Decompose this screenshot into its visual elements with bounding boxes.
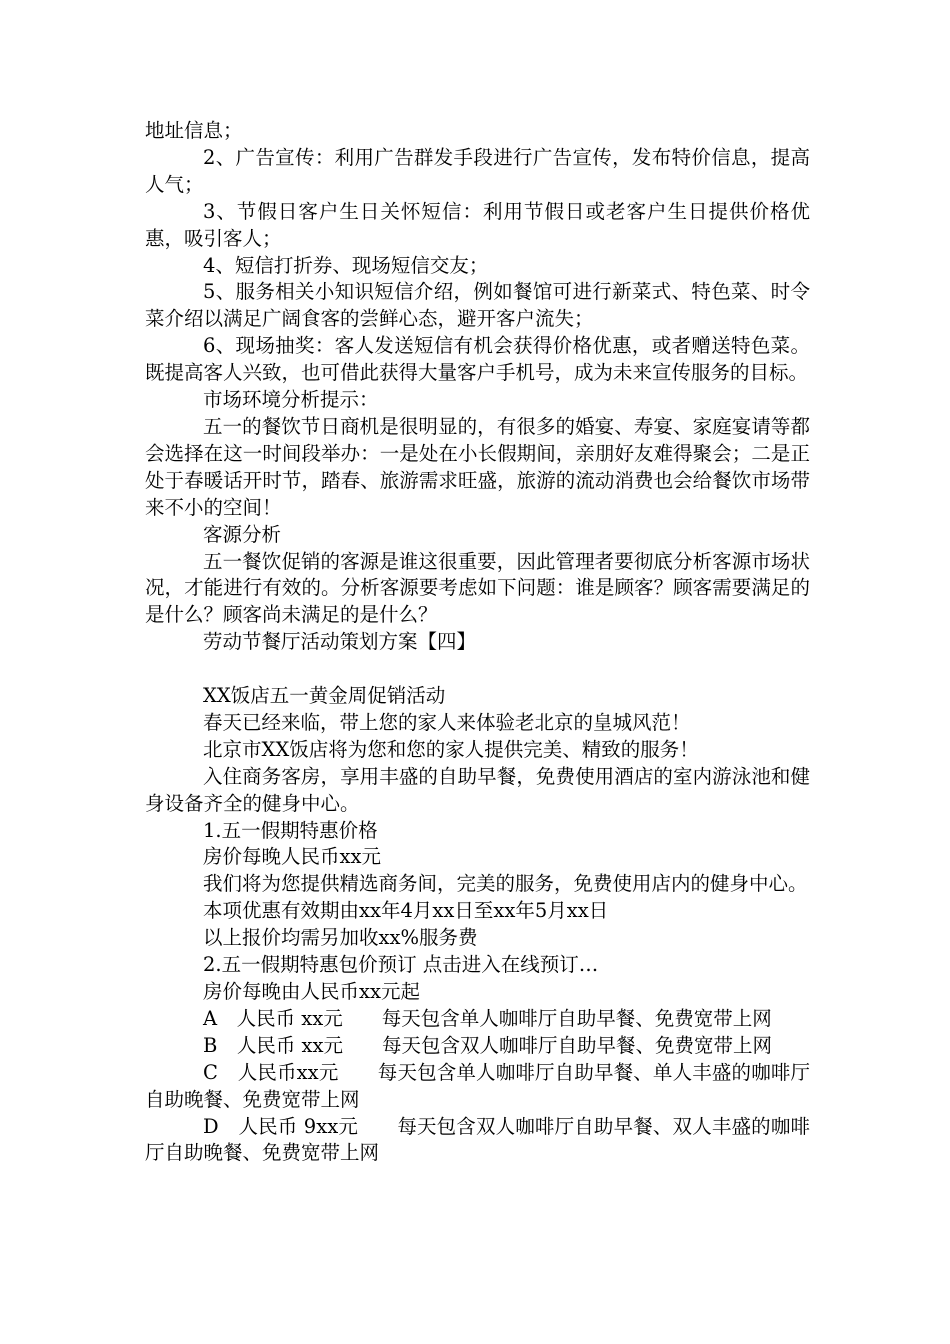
- paragraph: 北京市XX饭店将为您和您的家人提供完美、精致的服务！: [203, 737, 699, 761]
- paragraph: 1.五一假期特惠价格: [203, 818, 378, 842]
- paragraph: 本项优惠有效期由xx年4月xx日至xx年5月xx日: [203, 899, 609, 923]
- paragraph: 五一餐饮促销的客源是谁这很重要，因此管理者要彻底分析客源市场状况，才能进行有效的。分析客源要考虑如下问题：谁是顾客？顾客需要满足的是什么？顾客尚未满足的是什么？: [145, 549, 810, 627]
- paragraph: 劳动节餐厅活动策划方案【四】: [203, 630, 477, 654]
- paragraph: 4、短信打折券、现场短信交友；: [203, 253, 489, 277]
- paragraph: 2.五一假期特惠包价预订 点击进入在线预订…: [203, 953, 599, 977]
- paragraph: B 人民币 xx元 每天包含双人咖啡厅自助早餐、免费宽带上网: [203, 1033, 773, 1057]
- paragraph: D 人民币 9xx元 每天包含双人咖啡厅自助早餐、双人丰盛的咖啡厅自助晚餐、免费宽带上网: [145, 1114, 810, 1165]
- paragraph: 房价每晚人民币xx元: [203, 845, 381, 869]
- paragraph: C 人民币xx元 每天包含单人咖啡厅自助早餐、单人丰盛的咖啡厅自助晚餐、免费宽带上网: [145, 1060, 810, 1111]
- paragraph: 2、广告宣传：利用广告群发手段进行广告宣传，发布特价信息，提高人气；: [145, 145, 810, 196]
- paragraph: 地址信息；: [145, 119, 243, 142]
- document-body: [145, 118, 810, 1167]
- blank-line: [145, 656, 810, 683]
- paragraph: 3、节假日客户生日关怀短信：利用节假日或老客户生日提供价格优惠，吸引客人；: [145, 199, 810, 250]
- paragraph: 市场环境分析提示：: [203, 388, 379, 412]
- paragraph: 五一的餐饮节日商机是很明显的，有很多的婚宴、寿宴、家庭宴请等都会选择在这一时间段举办：一是处在小长假期间，亲朋好友难得聚会；二是正处于春暖话开时节，踏春、旅游需求旺盛，旅游的流动消费也会给餐饮市场带来不小的空间！: [145, 414, 810, 519]
- paragraph: 入住商务客房，享用丰盛的自助早餐，免费使用酒店的室内游泳池和健身设备齐全的健身中心。: [145, 764, 810, 815]
- paragraph: 客源分析: [203, 522, 282, 546]
- paragraph: 春天已经来临，带上您的家人来体验老北京的皇城风范！: [203, 710, 691, 734]
- paragraph: XX饭店五一黄金周促销活动: [203, 684, 446, 708]
- paragraph: 6、现场抽奖：客人发送短信有机会获得价格优惠，或者赠送特色菜。既提高客人兴致，也可借此获得大量客户手机号，成为未来宣传服务的目标。: [145, 334, 810, 385]
- paragraph: 我们将为您提供精选商务间，完美的服务，免费使用店内的健身中心。: [203, 872, 808, 896]
- paragraph: A 人民币 xx元 每天包含单人咖啡厅自助早餐、免费宽带上网: [203, 1006, 772, 1030]
- paragraph: 以上报价均需另加收xx%服务费: [203, 926, 478, 950]
- paragraph: 5、服务相关小知识短信介绍，例如餐馆可进行新菜式、特色菜、时令菜介绍以满足广阔食客的尝鲜心态，避开客户流失；: [145, 280, 810, 331]
- paragraph: 房价每晚由人民币xx元起: [203, 979, 420, 1003]
